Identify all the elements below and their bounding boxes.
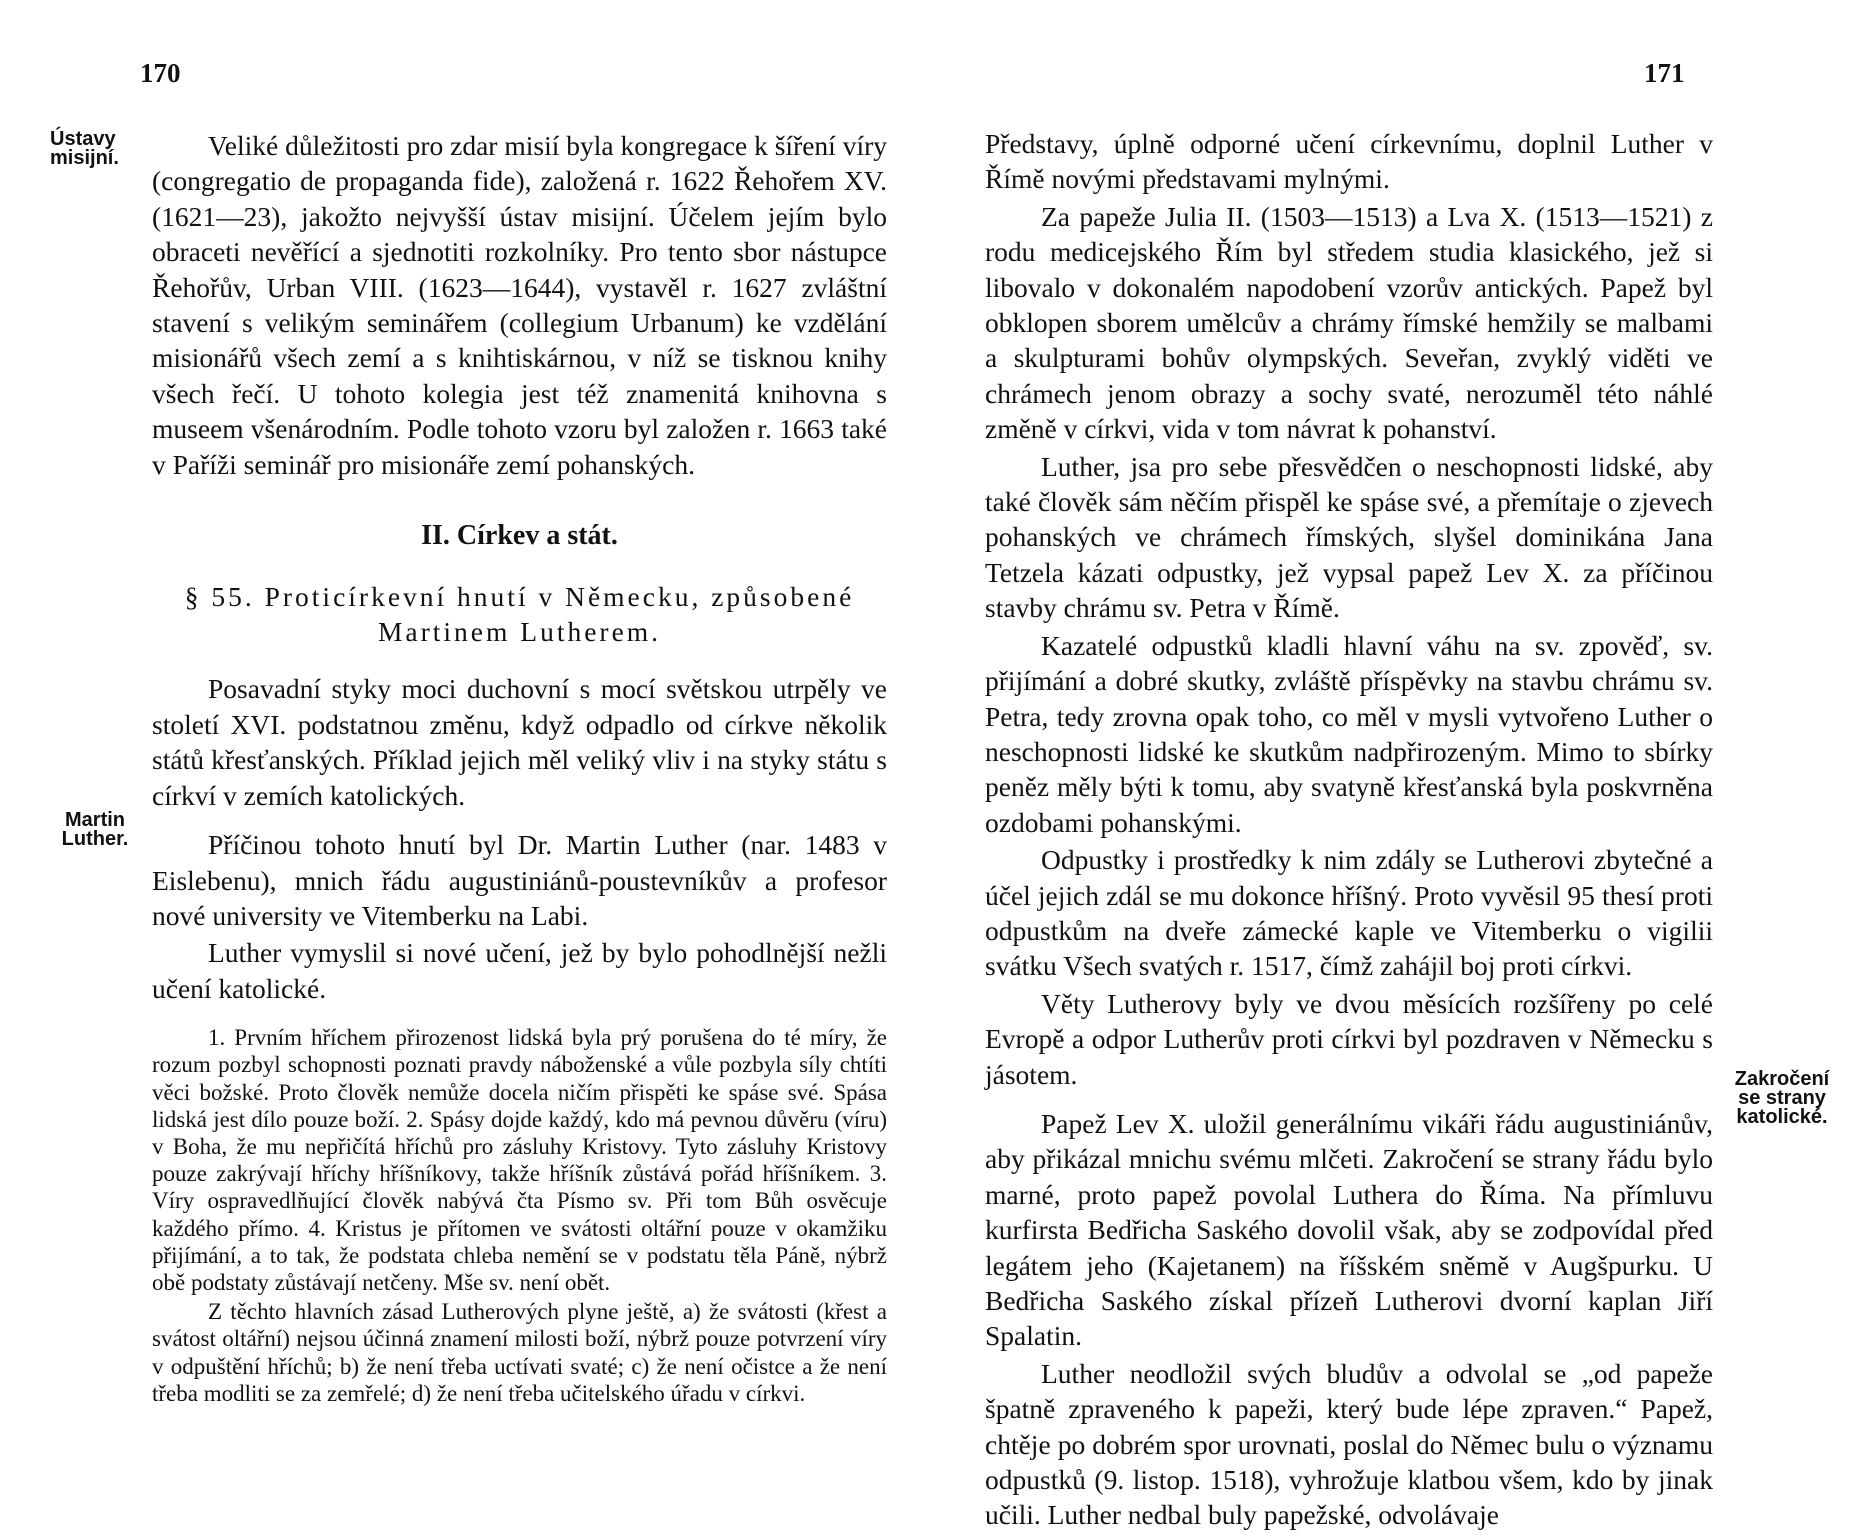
section-title-line-1: § 55. Proticírkevní hnutí v Německu, způsobené — [184, 581, 855, 613]
margin-note-line: Zakročení — [1734, 1068, 1830, 1090]
left-page — [0, 0, 931, 1500]
section-title-line-2: Martinem Lutherem. — [377, 616, 662, 648]
paragraph-tetzel: Luther, jsa pro sebe přesvědčen o neschopnosti lidské, aby také člověk sám něčím přispěl ke spáse své, a přemítaje o zjevech pohanských ve chrámech římských, slyšel dominikána Jana Tetzela kázati odpustky, jež vypsal papež Lev X. za příčinou stavby chrámu sv. Petra v Římě. — [985, 450, 1713, 624]
page-number-right: 171 — [1644, 58, 1685, 88]
margin-note-zakroceni — [1727, 1070, 1837, 1127]
paragraph-church-state: Posavadní styky moci duchovní s mocí světskou utrpěly ve století XVI. podstatnou změnu, když odpadlo od církve několik států křesťanských. Příklad jejich měl veliký vliv i na styky státu s církví v zemích katolických. — [152, 673, 887, 811]
paragraph-missions: Veliké důležitosti pro zdar misií byla kongregace k šíření víry (congregatio de propaganda fide), založená r. 1622 Řehořem XV. (1621—23), jakožto nejvyšší ústav misijní. Účelem jejím bylo obraceti nevěřící a sjednotiti rozkolníky. Pro tento sbor nástupce Řehořův, Urban VIII. (1623—1644), vystavěl r. 1627 zvláštní stavení s velikým seminářem (collegium Urbanum) ke vzdělání misionářů všech zemí a s knihtiskárnou, v níž se tisknou knihy všech řečí. U tohoto kolegia jest též znamenitá knihovna s museem všenárodním. Podle tohoto vzoru byl založen r. 1663 také v Paříži seminář pro misionáře zemí pohanských. — [152, 130, 887, 480]
paragraph-luther-teaching: Luther vymyslil si nové učení, jež by bylo pohodlnější nežli učení katolické. — [152, 937, 887, 1004]
margin-note-line: Luther. — [61, 828, 129, 850]
paragraph-appeal: Luther neodložil svých bludův a odvolal se „od papeže špatně zpraveného k papeži, který bude lépe zpraven.“ Papež, chtěje po dobrém spor urovnati, poslal do Němec bulu o významu odpustků (9. listop. 1518), vyhrožuje klatbou všem, kdo by jinak učili. Luther nedbal buly papežské, odvolávaje — [985, 1357, 1713, 1531]
margin-note-line: katolické. — [1736, 1106, 1828, 1128]
right-text-column — [985, 126, 1713, 1535]
margin-note-line: misijní. — [50, 147, 119, 169]
page-number-left: 170 — [140, 58, 181, 88]
right-page — [931, 0, 1862, 1531]
left-text-column — [152, 128, 887, 1409]
paragraph-preachers: Kazatelé odpustků kladli hlavní váhu na sv. zpověď, sv. přijímání a dobré skutky, zvláště příspěvky na stavbu chrámu sv. Petra, tedy zrovna opak toho, co měl v mysli vytvořeno Luther o neschopnosti lidské ke skutkům nadpřirozeným. Mimo to sbírky peněz měly býti k tomu, aby svatyně křesťanská byla poskvrněna ozdobami pohanskými. — [985, 629, 1713, 838]
paragraph-luther-origin: Příčinou tohoto hnutí byl Dr. Martin Luther (nar. 1483 v Eislebenu), mnich řádu augustiniánů-poustevníkův a profesor nové university ve Vitemberku na Labi. — [152, 829, 887, 931]
paragraph-spread: Věty Lutherovy byly ve dvou měsících rozšířeny po celé Evropě a odpor Lutherův proti církvi byl pozdraven v Německu s jásotem. — [985, 987, 1713, 1090]
footnote-doctrines: 1. Prvním hříchem přirozenost lidská byla prý porušena do té míry, že rozum pozbyl schopnosti poznati pravdy náboženské a vůle pozbyla síly chtíti věci božské. Proto člověk nemůže docela ničím přispěti ke spáse své. Spása lidská jest dílo pouze boží. 2. Spásy dojde každý, kdo má pevnou důvěru (víru) v Boha, že mu nepřičítá hříchů pro zásluhy Kristovy. Tyto zásluhy Kristovy pouze zakrývají hříchy hříšníkovy, takže hříšník zůstává pořád hříšníkem. 3. Víry ospravedlňující člověk nabývá čta Písmo sv. Při tom Bůh osvěcuje každého přímo. 4. Kristus je přítomen ve svátosti oltářní pouze v okamžiku přijímání, a to tak, že podstata chleba nemění se v podstatu těla Páně, nýbrž obě podstaty zůstávají netčeny. Mše sv. není obět. — [152, 1025, 887, 1295]
margin-note-line: se strany — [1738, 1087, 1826, 1109]
paragraph-rome: Za papeže Julia II. (1503—1513) a Lva X. (1513—1521) z rodu medicejského Řím byl středem studia klasického, jež si libovalo v dokonalém napodobení vzorův antických. Papež byl obklopen sborem umělcův a chrámy římské hemžily se malbami a skulpturami bohův olympských. Seveřan, zvyklý viděti ve chrámech jenom obrazy a sochy svaté, nerozuměl této náhlé změně v církvi, vida v tom návrat k pohanství. — [985, 200, 1713, 445]
paragraph-continuation: Představy, úplně odporné učení církevnímu, doplnil Luther v Římě novými představami mylnými. — [985, 128, 1713, 195]
paragraph-theses: Odpustky i prostředky k nim zdály se Lutherovi zbytečné a účel jejich zdál se mu dokonce hříšný. Proto vyvěsil 95 thesí proti odpustkům na dveře zámecké kaple ve Vitemberku o vigilii svátku Všech svatých r. 1517, čímž zahájil boj proti církvi. — [985, 844, 1713, 982]
paragraph-pope-response: Papež Lev X. uložil generálnímu vikáři řádu augustiniánův, aby přikázal mnichu svému mlčeti. Zakročení se strany řádu bylo marné, proto papež povolal Luthera do Říma. Na přímluvu kurfirsta Bedřicha Saského dovolil však, aby se zodpovídal před legátem jeho (Kajetanem) na říšském sněmě v Augšpurku. U Bedřicha Saského získal přízeň Lutherovi dvorní kaplan Jiří Spalatin. — [985, 1107, 1713, 1352]
margin-note-line: Ústavy — [50, 128, 116, 150]
margin-note-luther — [50, 811, 140, 849]
margin-note-ustavy — [50, 130, 140, 168]
margin-note-line: Martin — [65, 809, 125, 831]
section-title — [152, 579, 887, 649]
footnote-consequences: Z těchto hlavních zásad Lutherových plyne ještě, a) že svátosti (křest a svátost oltářní) nejsou účinná znamení milosti boží, nýbrž pouze potvrzení víry v odpuštění hříchů; b) že není třeba uctívati svaté; c) že není očistce a že není třeba modliti se za zemřelé; d) že není třeba učitelského úřadu v církvi. — [152, 1299, 887, 1406]
chapter-heading: II. Církev a stát. — [421, 520, 618, 552]
